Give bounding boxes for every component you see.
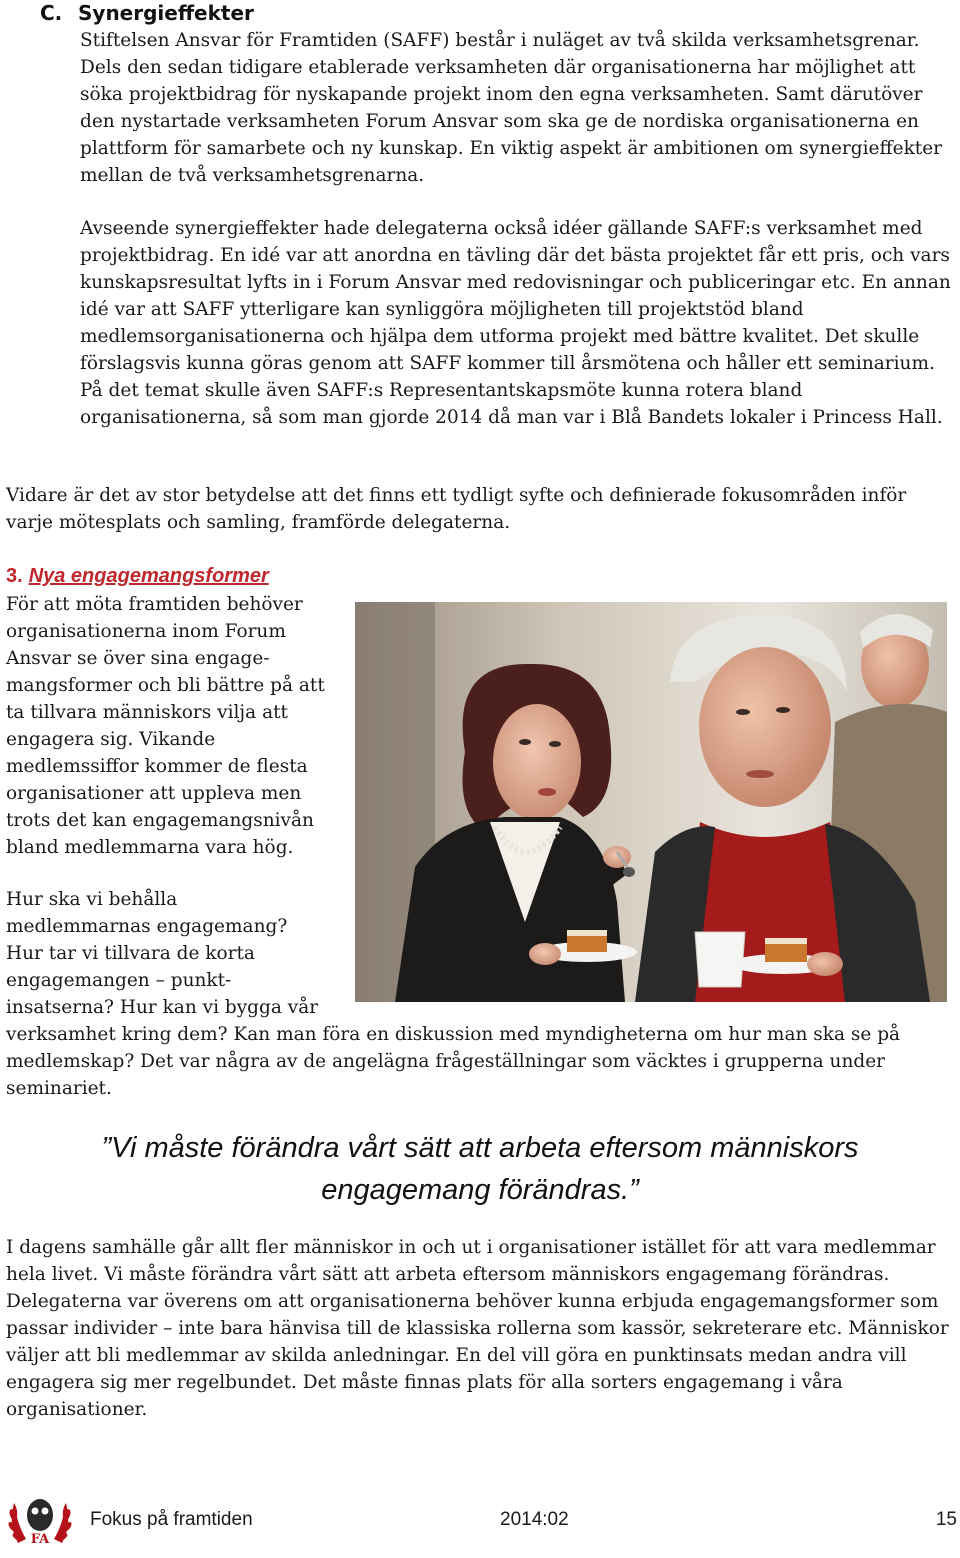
photo-illustration <box>355 602 947 1002</box>
section-c-number: C. <box>40 1 63 25</box>
footer-issue: 2014:02 <box>500 1509 569 1530</box>
text-line: För att möta framtiden behöver <box>6 594 303 615</box>
section-c-title: Synergieffekter <box>78 1 254 25</box>
text-line: bland medlemmarna vara hög. <box>6 837 294 858</box>
section-3-paragraph-2-rest: verksamhet kring dem? Kan man föra en diskussion med myndigheterna om hur man ska se på medlemskap? Det var några av de angelägna frågeställningar som väcktes i grupperna under seminariet. <box>6 1024 901 1099</box>
section-c-paragraph-1: Stiftelsen Ansvar för Framtiden (SAFF) består i nuläget av två skilda verksamhetsgrenar. Dels den sedan tidigare etablerade verksamheten där organisationerna har möjlighet att söka projektbidrag för nyskapande projekt inom den egna verksamheten. Samt därutöver den nystartade verksamheten Forum Ansvar som ska ge de nordiska organisationerna en plattform för samarbete och ny kunskap. En viktig aspekt är ambitionen om synergieffekter mellan de två verksamhetsgrenarna. <box>80 30 943 186</box>
text-line: engagemangen – punkt- <box>6 970 232 991</box>
footer-publication: Fokus på framtiden <box>90 1509 253 1530</box>
paragraph-vidare: Vidare är det av stor betydelse att det finns ett tydligt syfte och definierade fokusområden inför varje mötesplats och samling, framförde delegaterna. <box>6 485 907 533</box>
section-3-paragraph-1 <box>6 591 346 861</box>
section-c-heading <box>40 0 254 26</box>
text-line: Ansvar se över sina engage- <box>6 648 270 669</box>
text-line: mangsformer och bli bättre på att <box>6 675 325 696</box>
text-line: Hur ska vi behålla <box>6 889 178 910</box>
logo-text: FA <box>30 1532 50 1547</box>
pull-quote: ”Vi måste förändra vårt sätt att arbeta eftersom människors engagemang förändras.” <box>101 1132 859 1206</box>
text-line: insatserna? Hur kan vi bygga vår <box>6 997 319 1018</box>
text-line: ta tillvara människors vilja att <box>6 702 288 723</box>
section-3-title: Nya engagemangsformer <box>28 565 269 587</box>
text-line: organisationer att uppleva men <box>6 783 302 804</box>
footer-page-number: 15 <box>935 1509 957 1530</box>
text-line: trots det kan engagemangsnivån <box>6 810 314 831</box>
text-line: Hur tar vi tillvara de korta <box>6 943 255 964</box>
section-3-paragraph-2-start <box>6 886 346 1021</box>
text-line: organisationerna inom Forum <box>6 621 286 642</box>
text-line: medlemssiffor kommer de flesta <box>6 756 308 777</box>
fa-logo-icon <box>4 1485 76 1557</box>
event-photo <box>355 602 947 1002</box>
section-3-number: 3. <box>6 565 23 587</box>
text-line: engagera sig. Vikande <box>6 729 216 750</box>
section-c-paragraph-2: Avseende synergieffekter hade delegaterna också idéer gällande SAFF:s verksamhet med projektbidrag. En idé var att anordna en tävling där det bästa projektet får ett pris, och vars kunskapsresultat lyfts in i Forum Ansvar med redovisningar och publiceringar etc. En annan idé var att SAFF ytterligare kan synliggöra möjligheten till projektstöd bland medlemsorganisationerna och hjälpa dem utforma projekt med bättre kvalitet. Det skulle förslagsvis kunna göras genom att SAFF kommer till årsmötena och håller ett seminarium. På det temat skulle även SAFF:s Representantskapsmöte kunna rotera bland organisationerna, så som man gjorde 2014 då man var i Blå Bandets lokaler i Princess Hall. <box>80 218 951 428</box>
final-paragraph: I dagens samhälle går allt fler människor in och ut i organisationer istället för att vara medlemmar hela livet. Vi måste förändra vårt sätt att arbeta eftersom människors engagemang förändras. Delegaterna var överens om att organisationerna behöver kunna erbjuda engagemangsformer som passar individer – inte bara hänvisa till de klassiska rollerna som kassör, sekreterare etc. Människor väljer att bli medlemmar av skilda anledningar. En del vill göra en punktinsats medan andra vill engagera sig mer regelbundet. Det måste finnas plats för alla sorters engagemang i våra organisationer. <box>6 1237 949 1420</box>
text-line: medlemmarnas engagemang? <box>6 916 288 937</box>
page-footer <box>0 1485 960 1558</box>
section-3-heading <box>6 563 269 589</box>
